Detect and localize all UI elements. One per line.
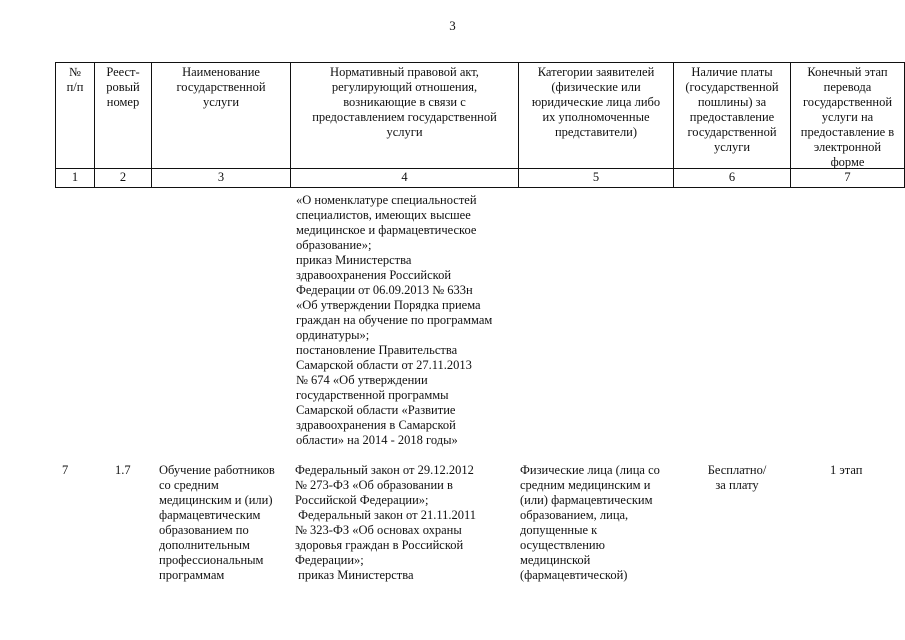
border-top bbox=[55, 62, 905, 63]
border-bottom bbox=[55, 187, 905, 188]
row-7-number: 7 bbox=[62, 463, 69, 477]
col-number-1: 1 bbox=[71, 170, 79, 184]
header-fee: Наличие платы (государственной пошлины) за предоставление государственной услуги bbox=[685, 65, 779, 154]
header-service-name: Наименование государственной услуги bbox=[176, 65, 266, 109]
col-number-3: 3 bbox=[217, 170, 225, 184]
row-7-registry: 1.7 bbox=[115, 463, 131, 477]
page-number: 3 bbox=[449, 18, 456, 33]
table-header bbox=[55, 62, 905, 188]
col-number-5: 5 bbox=[592, 170, 600, 184]
row-7-final-stage: 1 этап bbox=[830, 463, 863, 477]
row-7-applicants: Физические лица (лица со средним медицинским и (или) фармацевтическим образованием, лица, допущенные к осуществлению медицинской (фармацевтической) bbox=[520, 463, 660, 582]
row-7-service-name: Обучение работников со средним медицинским и (или) фармацевтическим образованием по дополнительным профессиональным программам bbox=[159, 463, 275, 582]
col-number-4: 4 bbox=[401, 170, 408, 184]
header-final-stage: Конечный этап перевода государственной услуги на предоставление в электронной форме bbox=[800, 65, 895, 169]
header-legal-act: Нормативный правовой акт, регулирующий отношения, возникающие в связи с предоставлением государственной услуги bbox=[312, 65, 497, 139]
col-number-6: 6 bbox=[728, 170, 736, 184]
header-registry: Реест- ровый номер bbox=[106, 65, 140, 109]
border-header-separator bbox=[55, 168, 905, 169]
col-number-7: 7 bbox=[844, 170, 851, 184]
row-7-legal-acts: Федеральный закон от 29.12.2012 № 273-ФЗ «Об образовании в Российской Федерации»; Федеральный закон от 21.11.2011 № 323-ФЗ «Об основах охраны здоровья граждан в Российской Федерации»; приказ Министерства bbox=[295, 463, 477, 582]
col-number-2: 2 bbox=[119, 170, 127, 184]
header-applicants: Категории заявителей (физические или юридические лица либо их уполномоченные представители) bbox=[531, 65, 661, 139]
row-7-fee: Бесплатно/ за плату bbox=[707, 463, 767, 492]
header-num: № п/п bbox=[66, 65, 84, 94]
legal-acts-continuation: «О номенклатуре специальностей специалистов, имеющих высшее медицинское и фармацевтическое образование»; приказ Министерства здравоохранения Российской Федерации от 06.09.2013 № 633н «Об утверждении Порядка приема граждан на обучение по программам ординатуры»; постановление Правительства Самарской области от 27.11.2013 № 674 «Об утверждении государственной программы Самарской области «Развитие здравоохранения в Самарской области» на 2014 - 2018 годы» bbox=[296, 193, 493, 447]
